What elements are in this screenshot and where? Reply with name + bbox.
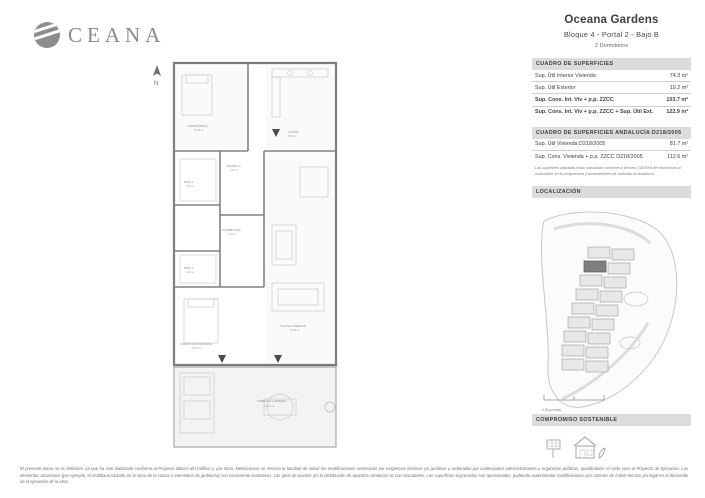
sustainability-block xyxy=(532,405,691,460)
floorplan-svg xyxy=(160,55,360,455)
title-block xyxy=(532,0,691,49)
rooms-count: 2 Dormitorios xyxy=(594,43,629,49)
row-label: Sup. Cons. Vivienda + p.p. ZZCC D218/2005 xyxy=(535,153,643,160)
table-row xyxy=(532,150,691,162)
svg-text:BAÑO 1: BAÑO 1 xyxy=(184,267,194,270)
localization-section-header: LOCALIZACIÓN xyxy=(532,186,691,198)
info-panel xyxy=(520,0,705,462)
table-row xyxy=(532,139,691,151)
svg-text:DORMITORIO PRINCIPAL: DORMITORIO PRINCIPAL xyxy=(180,343,213,346)
andalucia-section-header: CUADRO DE SUPERFICIES ANDALUCÍA D218/2005 xyxy=(532,127,691,139)
table-row xyxy=(532,94,691,106)
row-label: Sup. Cons. Int. Viv + p.p. ZZCC xyxy=(532,94,662,106)
svg-text:10.60 m²: 10.60 m² xyxy=(194,129,204,132)
legal-disclaimer: El presente plano no es definitivo, ya que ha sido elaborado conforme al Proyecto Básico del Edificio y, por tanto, Metrovacesa se reserva la facultad de incluir las modificaciones necesarias por exigencias técnicas y/o jurídicas u ordenadas por cualesquiera administraciones u organismo públicos, quedándolas en todo caso al Proyecto de Ejecución. Los elementos accesorios (por ejemplo, el mobiliario incluido en la zona de la cocina o elementos de jardinería) son meramente ilustrativos. Los giros de puertas y/o la distribución de aparatos sanitarios no son vinculantes. Las superficies expresadas son aproximadas, pudiendo experimentar modificaciones por razones de índole técnico y/o legal en el desarrollo de la ejecución de la obra. xyxy=(20,466,688,484)
row-value: 81.7 m² xyxy=(661,139,691,151)
highlighted-block xyxy=(584,261,606,272)
north-arrow-icon xyxy=(150,64,164,86)
svg-text:24.80 m²: 24.80 m² xyxy=(290,329,300,332)
page-title: Oceana Gardens xyxy=(564,14,659,26)
surfaces-table xyxy=(532,70,691,118)
svg-text:DORMITORIO 2: DORMITORIO 2 xyxy=(188,124,209,128)
brand-name: CEANA xyxy=(68,22,166,47)
unit-subtitle: Bloque 4 - Portal 2 - Bajo B xyxy=(563,30,660,39)
brand-logo xyxy=(34,22,165,48)
scale-label: 0 (5) (metros) xyxy=(542,407,562,412)
row-value: 122.9 m² xyxy=(666,109,688,116)
surfaces-section-header: CUADRO DE SUPERFICIES xyxy=(532,58,691,70)
table-row xyxy=(532,70,691,82)
svg-text:3.90 m²: 3.90 m² xyxy=(186,186,194,188)
andalucia-table xyxy=(532,139,691,162)
row-value: 103.7 m² xyxy=(662,94,691,106)
row-label: Sup. Cons. Int. Viv + p.p. ZZCC + Sup. Útil Ext. xyxy=(535,109,654,116)
table-row xyxy=(532,106,691,118)
svg-text:COCINA: COCINA xyxy=(288,130,299,134)
row-value: 19.2 m² xyxy=(662,82,691,94)
sustainability-icons xyxy=(532,434,691,460)
svg-text:19.20 m²: 19.20 m² xyxy=(264,405,275,408)
row-label: Sup. Útil Vivienda D218/2005 xyxy=(532,139,661,151)
svg-text:SALÓN-COMEDOR: SALÓN-COMEDOR xyxy=(280,324,306,328)
table-row xyxy=(532,82,691,94)
site-map-svg xyxy=(532,203,691,415)
svg-text:VESTÍBULO: VESTÍBULO xyxy=(226,165,241,168)
svg-text:6.20 m²: 6.20 m² xyxy=(228,233,237,236)
svg-text:BAÑO 2: BAÑO 2 xyxy=(184,181,194,184)
row-label: Sup. Útil Interior Vivienda xyxy=(532,70,662,82)
svg-text:4.10 m²: 4.10 m² xyxy=(230,169,239,172)
svg-text:TERRAZA CUBIERTA: TERRAZA CUBIERTA xyxy=(257,399,287,403)
svg-text:14.30 m²: 14.30 m² xyxy=(192,347,202,350)
ceana-globe-icon xyxy=(34,22,60,48)
svg-text:N: N xyxy=(154,81,159,86)
eco-house-icon xyxy=(572,434,606,460)
row-value: 74.3 m² xyxy=(662,70,691,82)
andalucia-note: Las superficies indicadas están calculadas conforme al Decreto 218/2005 de información al consumidor en la compraventa y arrendamiento de viviendas en Andalucía xyxy=(535,166,681,176)
floorplan-drawing xyxy=(160,55,360,455)
svg-text:8.80 m²: 8.80 m² xyxy=(288,135,297,138)
site-map xyxy=(532,203,691,418)
svg-text:4.60 m²: 4.60 m² xyxy=(186,272,194,274)
sustainable-section-header: COMPROMISO SOSTENIBLE xyxy=(532,414,691,426)
row-label: Sup. Útil Exterior xyxy=(532,82,662,94)
svg-text:DISTRIBUIDOR: DISTRIBUIDOR xyxy=(222,229,241,232)
row-value: 112.6 m² xyxy=(667,153,688,160)
solar-panel-icon xyxy=(546,434,566,460)
